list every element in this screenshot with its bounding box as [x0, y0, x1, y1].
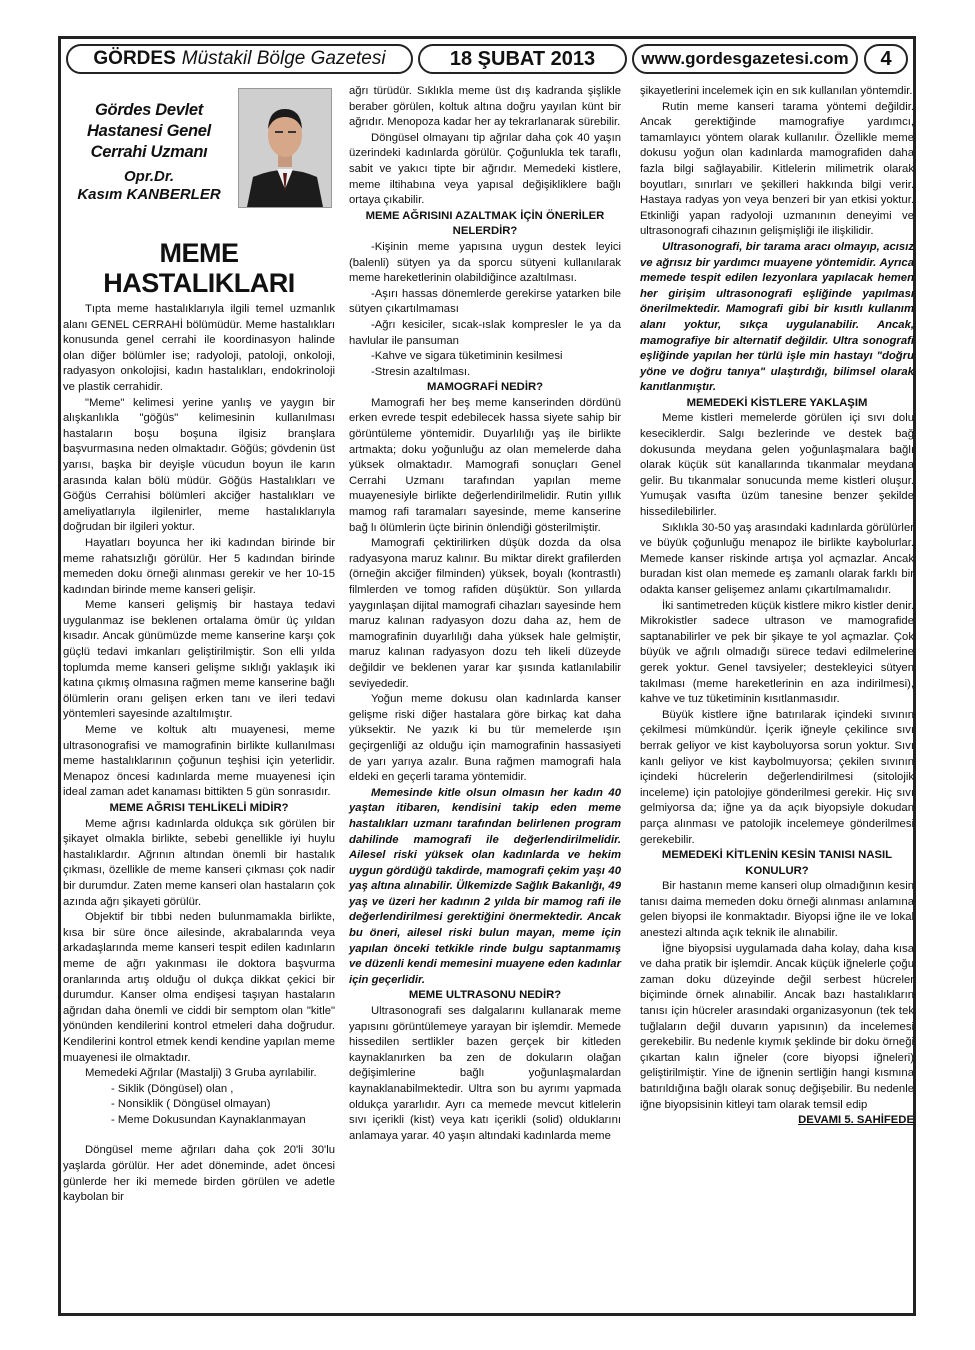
issue-date: 18 ŞUBAT 2013 — [418, 44, 627, 74]
section-heading: MEME AĞRISINI AZALTMAK İÇİN ÖNERİLER NELERDİR? — [365, 209, 605, 238]
paragraph: şikayetlerini incelemek için en sık kullanılan yöntemdir. — [640, 85, 913, 97]
website-url[interactable]: www.gordesgazetesi.com — [632, 44, 858, 74]
section-heading: MEME ULTRASONU NEDİR? — [408, 989, 562, 1002]
paragraph: Meme kistleri memelerde görülen içi sıvı dolu keseciklerdir. Salgı bezlerinde ve destek bağ dokusunda meydana gelen yoğunlaşmalara bağlı olarak küçük süt kanallarında tıkanmalar meydana gelir. Bu tıkanmalar sonucunda meme kistleri oluşur. Yumuşak vasıfta üzüm tanesine benzer şekilde hissedilebilirler. — [640, 412, 914, 519]
paragraph: Ultrasonografi, bir tarama aracı olmayıp, acısız ve ağrısız bir yardımcı muayene yöntemidir. Ayrıca memede tespit edilen lezyonlara yapılacak hemen her girişim ultrasonografi eşliğinde yapılması önerilmektedir. Mamografi gibi bir kısıtlı kullanım alanı yoktur, sıkça uygulanabilir. Ancak, mamografiye bir alternatif değildir. Ultra sonografi eşliğinde yapılan her türlü işle min hastayı "doğru yöne ve doğru tanıya" ulaştırdığı, bilimsel olarak kanıtlanmıştır. — [640, 240, 914, 394]
masthead-rest: Müstakil Bölge Gazetesi — [181, 48, 386, 69]
paragraph: Hayatları boyunca her iki kadından birinde bir meme rahatsızlığı görülür. Her 5 kadından birinde memeden doku örneği alınması gerekir ve her 10-15 kadından birinde meme kanseri gelişir. — [63, 536, 335, 596]
column-1 — [63, 84, 335, 1206]
article-headline: MEME HASTALIKLARI — [103, 238, 295, 298]
section-heading: MEME AĞRISI TEHLİKELİ MİDİR? — [109, 802, 289, 814]
portrait-photo-icon — [239, 89, 331, 207]
paragraph: -Kahve ve sigara tüketiminin kesilmesi — [371, 350, 563, 363]
section-heading: MEMEDEKİ KİTLENİN KESİN TANISI NASIL KONULUR? — [661, 849, 893, 877]
paragraph: -Kişinin meme yapısına uygun destek leyici (balenli) sütyen ya da sporcu sütyeni kullanılarak meme hareketlerinin olabildiğince azaltılması. — [349, 240, 621, 285]
paragraph: Memedeki Ağrılar (Mastalji) 3 Gruba ayrılabilir. — [85, 1067, 317, 1080]
paragraph: -Stresin azaltılması. — [371, 365, 471, 378]
paragraph: Tıpta meme hastalıklarıyla ilgili temel uzmanlık alanı GENEL CERRAHİ bölümüdür. Meme hastalıkları konusunda genel cerrahi ile koordinasyon halinde olan diğer bölümler ise; radyoloji, patoloji, onkoloji, radyasyon onkolojisi, kadın hastalıkları, endokrinoloji ve plastik cerrahidir. — [63, 303, 335, 393]
paragraph: Mamografi çektirilirken düşük dozda da olsa radyasyona maruz kalınır. Bu miktar direkt grafilerden (örneğin akciğer filminden) yüksek, boyalı (kontrastlı) filmlerden ve tomog rafiden düşüktür. Son yıllarda yaygınlaşan dijital mamografi cihazları sayesinde hem maruz kalınan radyasyon dozu daha az, hem de mamografinin duyarlılığı daha yüksek hale gelmiştir, maruz kalınan radyasyon dozu teh likeli düzeyde değildir ve beklenen yarar kar şısında katlanılabilir seviyededir. — [349, 537, 621, 690]
column-2 — [349, 84, 621, 1144]
paragraph: Döngüsel meme ağrıları daha çok 20'li 30'lu yaşlarda görülür. Her adet döneminde, adet öncesi günlerde her iki memede birden görülen ve adetle kaybolan bir — [63, 1144, 335, 1204]
author-title: Gördes Devlet Hastanesi Genel Cerrahi Uzmanı — [87, 101, 211, 161]
paragraph: "Meme" kelimesi yerine yanlış ve yaygın bir alışkanlıkla "göğüs" kelimesinin kullanılması hastaların boşu boşuna ilgisiz branşlara başvurmasına neden olmaktadır. Göğüs; gövdenin üst yarısı, başka bir deyişle vücudun boyun ile karın arasında kalan bölü müdür. Göğüs Hastalıkları ve Göğüs Cerrahisi bölümleri akciğer hastalıkları ve ameliyatlarıyla ilgilenirler, meme hastalıklarıyla doğrudan bir ilgileri yoktur. — [63, 396, 335, 534]
paragraph: -Aşırı hassas dönemlerde gerekirse yatarken bile sütyen çıkartılmaması — [349, 287, 621, 316]
list-item: - Siklik (Döngüsel) olan , — [111, 1082, 234, 1095]
masthead-bold: GÖRDES — [93, 48, 176, 69]
section-heading: MAMOGRAFİ NEDİR? — [426, 381, 544, 394]
column-3 — [640, 84, 914, 1129]
paragraph: İğne biyopsisi uygulamada daha kolay, daha kısa ve daha pratik bir işlemdir. Ancak küçük iğnelerle çoğu zaman doku düzeyinde değil serbest hücreler biçiminde örnek alınabilir. Ancak bazı hastalıkların tanısı için hücreler arasındaki organizasyonun (tek tek tuğlaların değil duvarın yapısının) da incelemesi gerekebilir. Bu nedenle kıymık şeklinde bir doku örneği çıkartan kalın iğneler (core biyopsi iğneleri) geliştirilmiştir. Yine de iğnenin sertliğin hangi kısmına batırıldığına bağlı olarak sonuç değişebilir. Bu nedenle iğne biyopsisinin kitleyi tam olarak temsil edip — [640, 942, 914, 1111]
paragraph: Yoğun meme dokusu olan kadınlarda kanser gelişme riski diğer hastalara göre birkaç kat daha yüksektir. Ne yazık ki bu tür memelerde ışın geçirgenliği az olduğu için mamografinin hassasiyeti de yarı yarıya azalır. Buna rağmen mamografi hala eldeki en geçerli tarama yöntemidir. — [349, 693, 621, 784]
author-degree: Opr.Dr. — [123, 168, 175, 185]
paragraph: -Ağrı kesiciler, sıcak-ıslak kompresler le ya da havlular ile pansuman — [349, 318, 621, 347]
paragraph: Memesinde kitle olsun olmasın her kadın 40 yaştan itibaren, kendisini takip eden meme hastalıkları uzmanı tarafından belirlenen program dahilinde mamografi ile değerlendirilmelidir. Ailesel riski yüksek olan kadınlarda ve hekim uygun gördüğü takdirde, mamografi çekim yaşı 40 yaş altına alınabilir. Ülkemizde Sağlık Bakanlığı, 49 yaş ve üzeri her kadının 2 yılda bir mamog rafi ile değerlendirilmesi gerektiğini önermektedir. Ancak bu öneri, ailesel riski bulun mayan, meme için yapılan önceki tetkikle rinde bulgu saptanmamış ve düzenli kendi memesini muayene eden kadınlar için geçerlidir. — [349, 786, 621, 986]
author-name-block — [63, 168, 235, 204]
paragraph: Sıklıkla 30-50 yaş arasındaki kadınlarda görülürler ve büyük çoğunluğu menapoz ile birlikte kaybolurlar. Memede kanser riskinde artışa yol açmazlar. Ancak buradan kist olan memede eş zamanlı olarak farklı bir odakta kanser gelişemez anlamı çıkartılmamalıdır. — [640, 521, 914, 596]
section-heading: MEMEDEKİ KİSTLERE YAKLAŞIM — [686, 396, 868, 409]
paragraph: Rutin meme kanseri tarama yöntemi değildir. Ancak gerektiğinde mamografiye yardımcı, tamamlayıcı yöntem olarak kullanılır. Özellikle meme dokusu yoğun olan kadınlarda mamografiden daha fazla bilgi sağlayabilir. Kitlelerin milimetrik olarak boyutları, sınırları ve şekilleri hakkında bilgi verir. Hastaya radyas yon veya benzeri bir yan etkisi yoktur. Etkinliği yapan radyoloji uzmanının deneyimi ve ultrasonografi cihazının gelişmişliği ile ilişkilidir. — [640, 100, 914, 238]
paragraph: Meme ağrısı kadınlarda oldukça sık görülen bir şikayet olmakla birlikte, sebebi genellikle iyi huylu hastalıklardır. Ağrının altından önemli bir hastalık çıkması, özellikle de meme kanseri çıkması çok nadir bir durumdur. Zaten meme kanseri olan hastaların çok azında ağrı şikayeti görülür. — [63, 817, 335, 908]
author-photo — [238, 88, 332, 208]
paragraph: Ultrasonografi ses dalgalarını kullanarak meme yapısını görüntülemeye yarayan bir işlemdir. Memede hissedilen sertlikler bazen gerçek bir kitleden kaynaklanırken ba zen de dokuların olağan değişimlerine bağlı yoğunlaşmalardan kaynaklanabilmektedir. Ultra son bu ayrımı yapmada oldukça yararlıdır. Ayrı ca memede mevcut kitlelerin sıvı içerikli (kist) veya katı içerikli (solid) olduklarını anlamaya yarar. 40 yaşın altındaki kadınlarda meme — [349, 1005, 621, 1142]
author-box — [63, 84, 335, 224]
paragraph: Mamografi her beş meme kanserinden dördünü erken evrede tespit edebilecek hassa siyete sahip bir görüntüleme yöntemidir. Duyarlılığı yaş ile birlikte artmakta; doku yoğunluğu az olan memelerde daha yüksek olmaktadır. Mamografi sonuçları Genel Cerrahi Uzmanı tarafından yapılan meme muayenesiyle birlikte değerlendirilmelidir. Rutin yıllık mamog rafi taramaları sayesinde, meme kanserine bağ lı ölümlerin üçte birinin önlendiği gösterilmiştir. — [349, 396, 621, 534]
page-number: 4 — [864, 44, 908, 74]
paragraph: Döngüsel olmayanı tip ağrılar daha çok 40 yaşın üzerindeki kadınlarda görülür. Çoğunlukla tek taraflı, sabit ve yakıcı tipte bir ağrıdır. Memedeki kistlere, meme iltihabına veya yapısal değişikliklere bağlı ortaya çıkabilir. — [349, 131, 621, 207]
list-item: - Meme Dokusundan Kaynaklanmayan — [111, 1113, 306, 1126]
author-name: Kasım KANBERLER — [77, 186, 221, 203]
paragraph: Meme ve koltuk altı muayenesi, meme ultrasonografisi ve mamografinin birlikte kullanılması meme hastalıklarının çoğunun teşhisi için yeterlidir. Menapoz öncesi kadınlarda meme muayenesi için ideal zaman adet kanaması bittikten 5 gün sonrasıdır. — [63, 724, 335, 799]
paragraph: Bir hastanın meme kanseri olup olmadığının kesin tanısı daima memeden doku örneği alınması anlamına gelen biyopsi ile konmaktadır. Biyopsi iğne ile ve lokal anestezi altında açık teknik ile alınabilir. — [640, 880, 914, 940]
paragraph: İki santimetreden küçük kistlere mikro kistler denir. Mikrokistler sadece ultrason ve mamografide saptanabilirler ve pek bir şikaye te yol açmazlar. Çok büyük ve ağrılı olmadığı sürece tedavi edilmelerine gerek yoktur. Genel tavsiyeler; destekleyici sütyen takılması (meme hareketlerinin en aza indirilmesi), kahve ve tuz tüketiminin kısıtlanmasıdır. — [640, 599, 914, 706]
paragraph: Büyük kistlere iğne batırılarak içindeki sıvının çekilmesi mümkündür. İçerik iğneyle çekilince sıvı berrak geliyor ve kist kayboluyorsa sorun yoktur. Sıvı kanlı geliyor ve kist kaybolmuyorsa; çekilen sıvının içindeki hücrelerin değerlendirilmesi (sitolojik inceleme) için patolojiye gönderilmesi gerekir. Hiç sıvı gelmiyorsa da; iğne ya da açık biyopsiyle dokudan parça alınması ve patolojik incelemeye gönderilmesi gerekebilir. — [640, 708, 914, 846]
paragraph: ağrı türüdür. Sıklıkla meme üst dış kadranda şişlikle beraber görülen, koltuk altına doğru yayılan künt bir ağrıdır. Menopoza kadar her ay tekrarlanarak sürebilir. — [349, 85, 621, 129]
continued-on-page[interactable]: DEVAMI 5. SAHİFEDE — [798, 1114, 914, 1127]
list-item: - Nonsiklik ( Döngüsel olmayan) — [111, 1098, 271, 1111]
paragraph: Objektif bir tıbbi neden bulunmamakla birlikte, kısa bir süre önce ailesinde, akrabalarında veya arkadaşlarında meme kanseri tespit edilen kadınların meme de ağrı yakınması ile doktora başvurma oranlarında artış olduğu ol dukça dikkat çekici bir durumdur. Kanser olma endişesi taşıyan hastaların ağrıdan daha önemli ve ciddi bir semptom olan "kitle" yönünden kendilerini kontrol etmeleri daha doğrudur. Kendilerini kontrol etmek kendi kendine yapılan meme muayenesi ile olmaktadır. — [63, 911, 335, 1064]
masthead-name — [66, 44, 413, 74]
paragraph: Meme kanseri gelişmiş bir hastaya tedavi uygulanmaz ise beklenen ortalama ömür üç yıldan kısadır. Ancak günümüzde meme kanserine karşı çok güçlü tedavi imkanları geliştirilmiştir. Son elli yılda toplumda meme kanseri gelişme sıklığı yaklaşık iki katına çıkmış olmasına rağmen meme kanserine bağlı ölümlerin oranı gelişen erken tanı ve ileri tedavi yöntemleri sayesinde azaltılmıştır. — [63, 599, 335, 721]
